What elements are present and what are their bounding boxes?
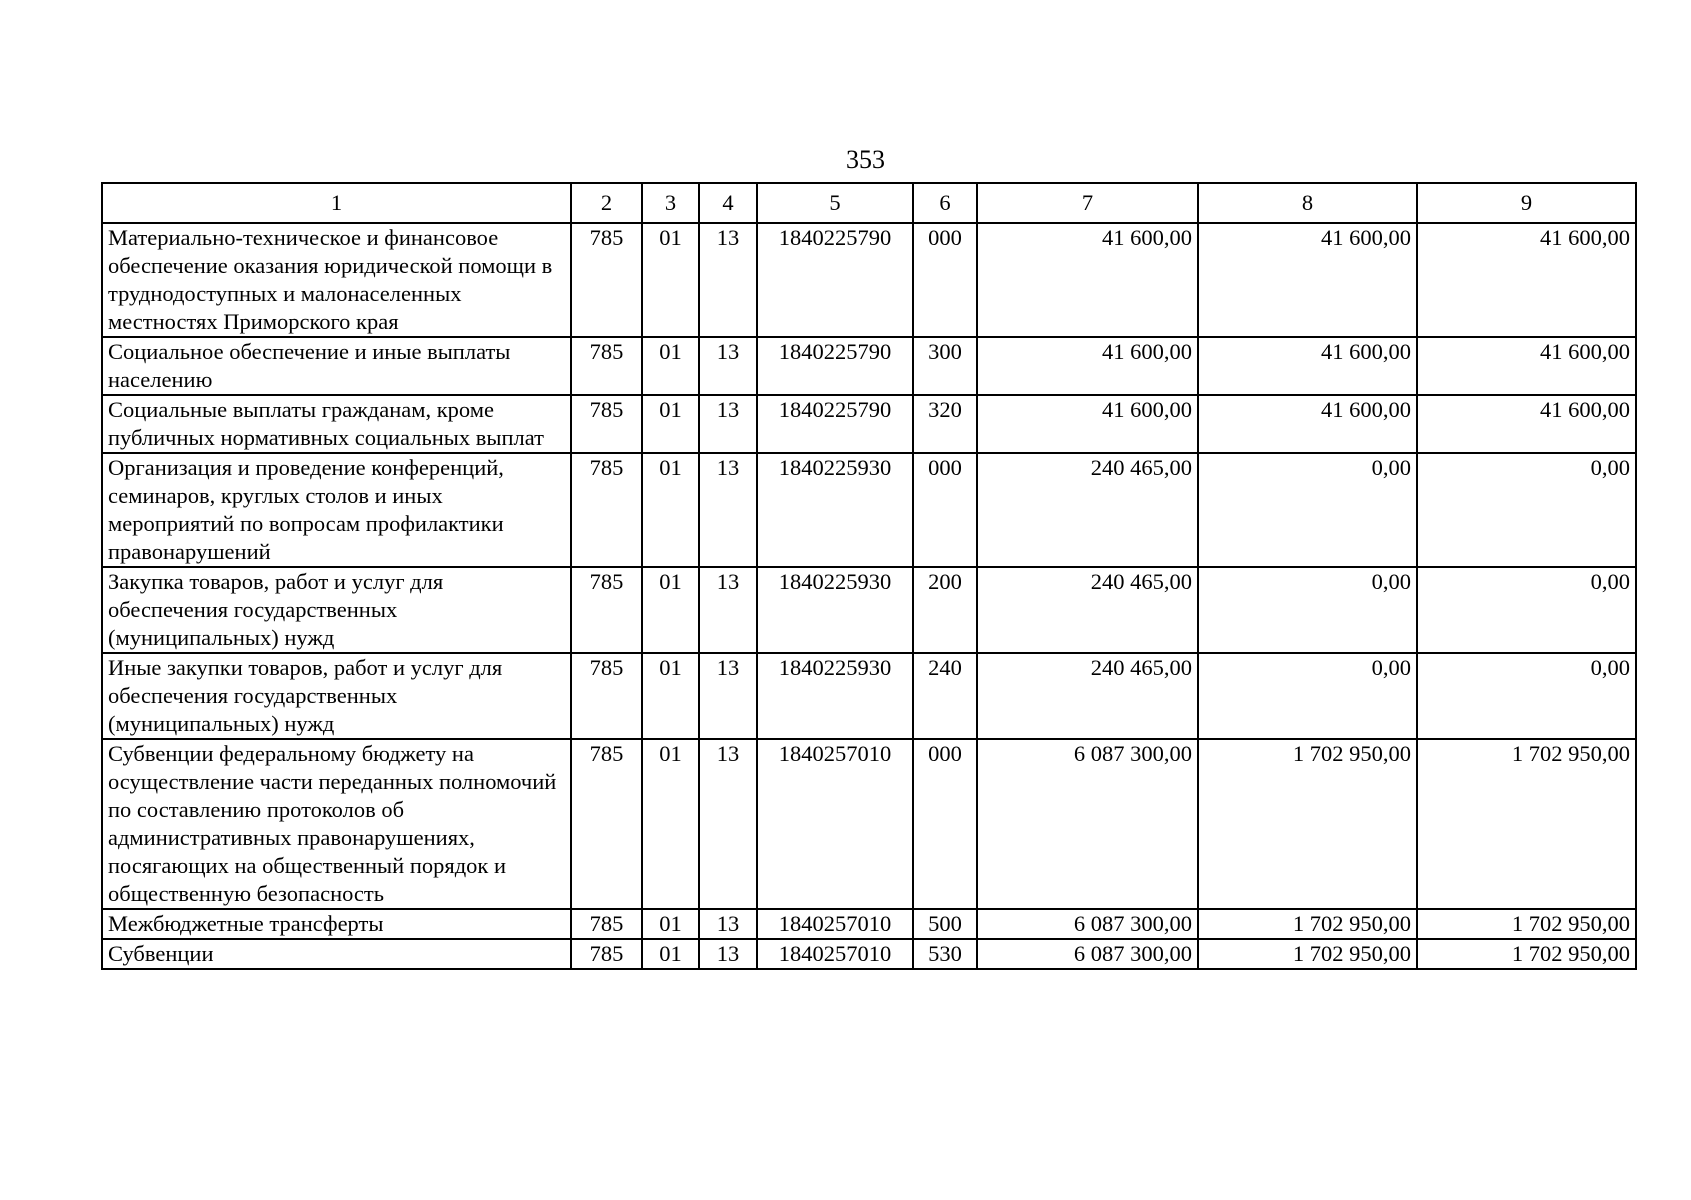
code-cell: 1840225790 (757, 337, 913, 395)
code-cell: 01 (642, 453, 699, 567)
table-row (102, 939, 1636, 969)
page-number: 353 (846, 145, 885, 174)
code-cell: 1840257010 (757, 739, 913, 909)
table-row (102, 739, 1636, 909)
amount-cell: 0,00 (1417, 567, 1636, 653)
code-cell: 01 (642, 395, 699, 453)
code-cell: 000 (913, 223, 977, 337)
code-cell: 785 (571, 567, 642, 653)
amount-cell: 240 465,00 (977, 567, 1198, 653)
code-cell: 13 (699, 337, 757, 395)
column-header: 2 (571, 183, 642, 223)
column-header: 4 (699, 183, 757, 223)
table-row (102, 909, 1636, 939)
amount-cell: 240 465,00 (977, 653, 1198, 739)
amount-cell: 41 600,00 (977, 337, 1198, 395)
code-cell: 000 (913, 453, 977, 567)
code-cell: 785 (571, 909, 642, 939)
column-header: 1 (102, 183, 571, 223)
code-cell: 1840225930 (757, 567, 913, 653)
code-cell: 240 (913, 653, 977, 739)
table-row (102, 223, 1636, 337)
amount-cell: 41 600,00 (977, 395, 1198, 453)
amount-cell: 0,00 (1198, 453, 1417, 567)
row-name: Социальное обеспечение и иные выплаты населению (102, 337, 571, 395)
amount-cell: 1 702 950,00 (1198, 909, 1417, 939)
code-cell: 01 (642, 653, 699, 739)
code-cell: 13 (699, 567, 757, 653)
amount-cell: 240 465,00 (977, 453, 1198, 567)
code-cell: 01 (642, 909, 699, 939)
column-header: 7 (977, 183, 1198, 223)
amount-cell: 0,00 (1417, 653, 1636, 739)
code-cell: 300 (913, 337, 977, 395)
column-header: 3 (642, 183, 699, 223)
code-cell: 785 (571, 337, 642, 395)
code-cell: 200 (913, 567, 977, 653)
code-cell: 13 (699, 739, 757, 909)
budget-table (101, 182, 1637, 970)
row-name: Материально-техническое и финансовое обеспечение оказания юридической помощи в труднодоступных и малонаселенных местностях Приморского края (102, 223, 571, 337)
code-cell: 13 (699, 909, 757, 939)
table-row (102, 453, 1636, 567)
row-name: Закупка товаров, работ и услуг для обеспечения государственных (муниципальных) нужд (102, 567, 571, 653)
code-cell: 01 (642, 567, 699, 653)
column-header: 8 (1198, 183, 1417, 223)
amount-cell: 41 600,00 (1198, 337, 1417, 395)
code-cell: 785 (571, 223, 642, 337)
code-cell: 000 (913, 739, 977, 909)
amount-cell: 41 600,00 (1198, 223, 1417, 337)
code-cell: 320 (913, 395, 977, 453)
code-cell: 785 (571, 395, 642, 453)
amount-cell: 1 702 950,00 (1417, 909, 1636, 939)
column-header: 9 (1417, 183, 1636, 223)
amount-cell: 1 702 950,00 (1417, 939, 1636, 969)
row-name: Межбюджетные трансферты (102, 909, 571, 939)
row-name: Социальные выплаты гражданам, кроме публичных нормативных социальных выплат (102, 395, 571, 453)
code-cell: 785 (571, 739, 642, 909)
amount-cell: 41 600,00 (977, 223, 1198, 337)
code-cell: 785 (571, 453, 642, 567)
code-cell: 01 (642, 739, 699, 909)
code-cell: 01 (642, 939, 699, 969)
amount-cell: 0,00 (1417, 453, 1636, 567)
code-cell: 1840257010 (757, 939, 913, 969)
amount-cell: 1 702 950,00 (1417, 739, 1636, 909)
row-name: Иные закупки товаров, работ и услуг для обеспечения государственных (муниципальных) нужд (102, 653, 571, 739)
code-cell: 530 (913, 939, 977, 969)
code-cell: 13 (699, 653, 757, 739)
code-cell: 01 (642, 223, 699, 337)
code-cell: 13 (699, 395, 757, 453)
code-cell: 500 (913, 909, 977, 939)
code-cell: 1840225790 (757, 223, 913, 337)
amount-cell: 6 087 300,00 (977, 939, 1198, 969)
code-cell: 13 (699, 939, 757, 969)
amount-cell: 41 600,00 (1198, 395, 1417, 453)
header-row (102, 183, 1636, 223)
code-cell: 13 (699, 453, 757, 567)
table-row (102, 653, 1636, 739)
column-header: 5 (757, 183, 913, 223)
table-row (102, 337, 1636, 395)
column-header: 6 (913, 183, 977, 223)
code-cell: 01 (642, 337, 699, 395)
amount-cell: 6 087 300,00 (977, 909, 1198, 939)
code-cell: 1840225930 (757, 653, 913, 739)
row-name: Субвенции федеральному бюджету на осуществление части переданных полномочий по составлению протоколов об административных правонарушениях, посягающих на общественный порядок и общественную безопасность (102, 739, 571, 909)
table-row (102, 567, 1636, 653)
amount-cell: 0,00 (1198, 653, 1417, 739)
row-name: Субвенции (102, 939, 571, 969)
amount-cell: 41 600,00 (1417, 337, 1636, 395)
row-name: Организация и проведение конференций, семинаров, круглых столов и иных мероприятий по вопросам профилактики правонарушений (102, 453, 571, 567)
amount-cell: 41 600,00 (1417, 395, 1636, 453)
code-cell: 785 (571, 653, 642, 739)
code-cell: 785 (571, 939, 642, 969)
amount-cell: 41 600,00 (1417, 223, 1636, 337)
amount-cell: 6 087 300,00 (977, 739, 1198, 909)
code-cell: 1840225790 (757, 395, 913, 453)
table-row (102, 395, 1636, 453)
code-cell: 13 (699, 223, 757, 337)
code-cell: 1840225930 (757, 453, 913, 567)
amount-cell: 1 702 950,00 (1198, 739, 1417, 909)
amount-cell: 0,00 (1198, 567, 1417, 653)
amount-cell: 1 702 950,00 (1198, 939, 1417, 969)
code-cell: 1840257010 (757, 909, 913, 939)
